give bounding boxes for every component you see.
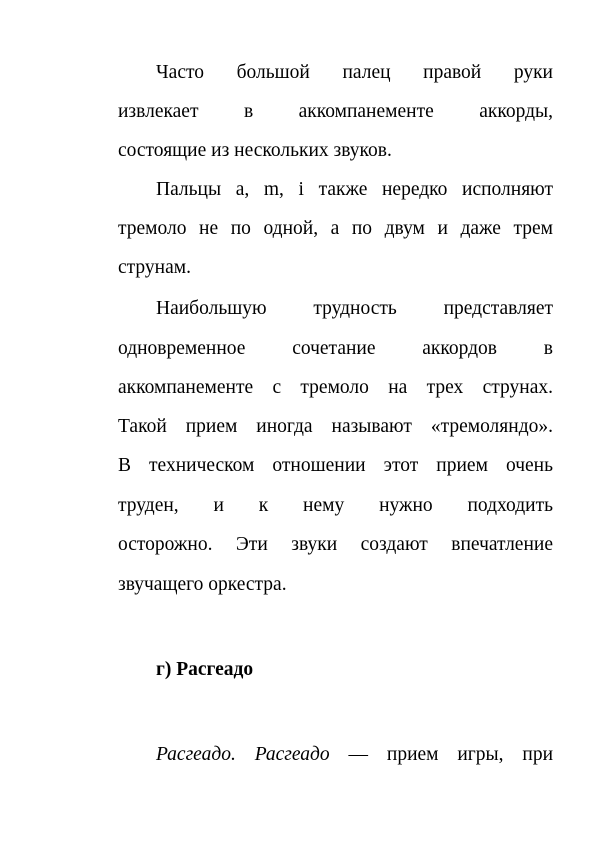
paragraph-3-line-1: Наибольшую трудность представляет [156,298,553,319]
final-line-italic-term-1: Расгеадо. [156,744,236,765]
paragraph-3-line-6: труден, и к нему нужно подходить [118,495,553,516]
final-line-italic-term-2: Расгеадо [254,744,330,765]
paragraph-3-line-8: звучащего оркестра. [118,574,287,595]
paragraph-3-line-2: одновременное сочетание аккордов в [118,338,553,359]
paragraph-1-line-2: извлекает в аккомпанементе аккорды, [118,101,553,122]
paragraph-2-line-1: Пальцы a, m, i также нередко исполняют [156,179,553,200]
final-line [156,744,553,766]
paragraph-1-line-3: состоящие из нескольких звуков. [118,140,392,161]
final-line-text: — прием игры, при [348,744,554,765]
paragraph-3-line-3: аккомпанементе с тремоло на трех струнах. [118,377,553,398]
section-heading: г) Расгеадо [156,659,254,680]
paragraph-3-line-4: Такой прием иногда называют «тремоляндо». [118,416,553,437]
paragraph-3-line-7: осторожно. Эти звуки создают впечатление [118,534,553,555]
paragraph-2-line-2: тремоло не по одной, а по двум и даже трем [118,218,553,239]
paragraph-1-line-1: Часто большой палец правой руки [156,62,553,83]
paragraph-2-line-3: струнам. [118,257,191,278]
paragraph-3-line-5: В техническом отношении этот прием очень [118,455,553,476]
